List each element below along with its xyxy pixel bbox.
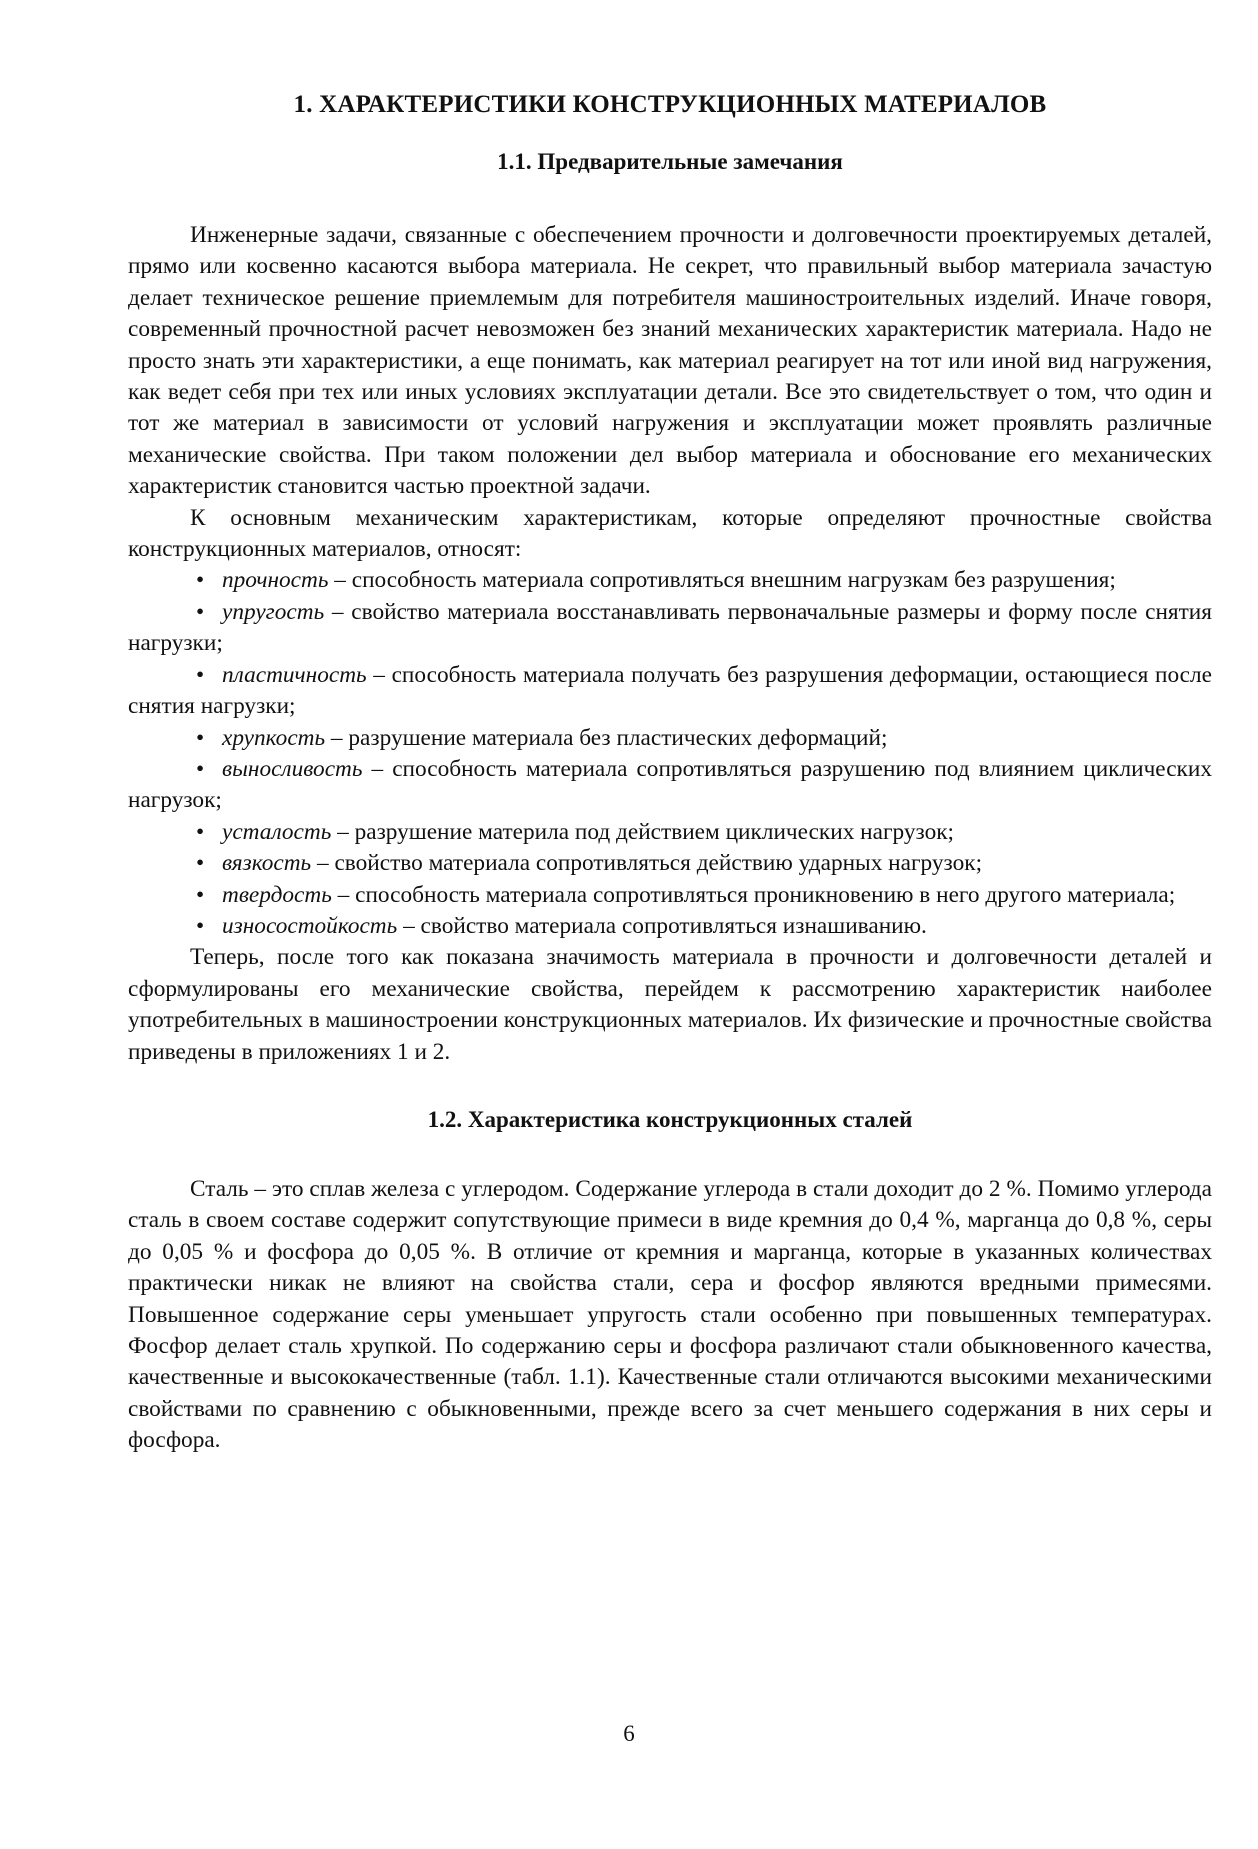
list-item [128, 565, 1212, 596]
bullet-icon: • [196, 818, 205, 845]
bullet-icon: • [196, 567, 205, 594]
list-item [128, 660, 1212, 723]
list-item-term: твердость [222, 881, 332, 908]
section-1-title: 1.1. Предварительные замечания [497, 149, 843, 174]
list-item-term: прочность [222, 567, 329, 594]
section-1-paragraph-3: Теперь, после того как показана значимость материала в прочности и долговечности деталей и сформулированы его механические свойства, перейдем к рассмотрению характеристик наиболее употребительных в машиностроении конструкционных материалов. Их физические и прочностные свойства приведены в приложениях 1 и 2. [128, 944, 1212, 1065]
bullet-icon: • [196, 724, 205, 751]
section-2-paragraph-1: Сталь – это сплав железа с углеродом. Содержание углерода в стали доходит до 2 %. Помимо углерода сталь в своем составе содержит сопутствующие примеси в виде кремния до 0,4 %, марганца до 0,8 %, серы до 0,05 % и фосфора до 0,05 %. В отличие от кремния и марганца, которые в указанных количествах практически никак не влияют на свойства стали, сера и фосфор являются вредными примесями. Повышенное содержание серы уменьшает упругость стали особенно при повышенных температурах. Фосфор делает сталь хрупкой. По содержанию серы и фосфора различают стали обыкновенного качества, качественные и высококачественные (табл. 1.1). Качественные стали отличаются высокими механическими свойствами по сравнению с обыкновенными, прежде всего за счет меньшего содержания в них серы и фосфора. [128, 1175, 1212, 1454]
bullet-icon: • [196, 850, 205, 877]
list-item [128, 848, 1212, 879]
list-item-term: вязкость [222, 850, 312, 877]
list-item-term: износостойкость [222, 912, 398, 939]
section-2-title: 1.2. Характеристика конструкционных сталей [427, 1106, 913, 1132]
list-item [128, 817, 1212, 848]
list-item-text: – свойство материала сопротивляться действию ударных нагрузок; [311, 850, 983, 877]
properties-list [128, 565, 1212, 942]
list-item [128, 597, 1212, 660]
bullet-icon: • [196, 598, 205, 625]
list-item [128, 723, 1212, 754]
list-item-text: – способность материала сопротивляться разрушению под влиянием циклических нагрузок; [128, 755, 1212, 814]
chapter-heading: 1. ХАРАКТЕРИСТИКИ КОНСТРУКЦИОННЫХ МАТЕРИАЛОВ [293, 91, 1047, 118]
list-item [128, 754, 1212, 817]
section-1-paragraph-2: К основным механическим характеристикам, которые определяют прочностные свойства конструкционных материалов, относят: [128, 504, 1212, 563]
list-item-text: – разрушение материала без пластических деформаций; [325, 724, 888, 751]
bullet-icon: • [196, 881, 205, 908]
list-item-term: усталость [222, 818, 332, 845]
bullet-icon: • [196, 661, 205, 688]
page-number: 6 [623, 1721, 635, 1746]
list-item [128, 880, 1212, 911]
bullet-icon: • [196, 912, 205, 939]
list-item-term: пластичность [222, 661, 367, 688]
document-page [128, 90, 1212, 1457]
list-item-text: – способность материала сопротивляться проникновению в него другого материала; [331, 881, 1176, 908]
list-item-term: хрупкость [222, 724, 326, 751]
list-item-text: – способность материала сопротивляться внешним нагрузкам без разрушения; [328, 567, 1116, 594]
list-item-text: – свойство материала восстанавливать первоначальные размеры и форму после снятия нагрузки; [128, 598, 1212, 657]
list-item [128, 911, 1212, 942]
bullet-icon: • [196, 755, 205, 782]
list-item-text: – способность материала получать без разрушения деформации, остающиеся после снятия нагрузки; [128, 661, 1212, 720]
list-item-term: выносливость [222, 755, 363, 782]
section-1-paragraph-1: Инженерные задачи, связанные с обеспечением прочности и долговечности проектируемых деталей, прямо или косвенно касаются выбора материала. Не секрет, что правильный выбор материала зачастую делает техническое решение приемлемым для потребителя машиностроительных изделий. Иначе говоря, современный прочностной расчет невозможен без знаний механических характеристик материала. Надо не просто знать эти характеристики, а еще понимать, как материал реагирует на тот или иной вид нагружения, как ведет себя при тех или иных условиях эксплуатации детали. Все это свидетельствует о том, что один и тот же материал в зависимости от условий нагружения и эксплуатации может проявлять различные механические свойства. При таком положении дел выбор материала и обоснование его механических характеристик становится частью проектной задачи. [128, 222, 1212, 500]
list-item-text: – свойство материала сопротивляться изнашиванию. [397, 912, 927, 939]
list-item-text: – разрушение материла под действием циклических нагрузок; [331, 818, 955, 845]
list-item-term: упругость [222, 598, 325, 625]
